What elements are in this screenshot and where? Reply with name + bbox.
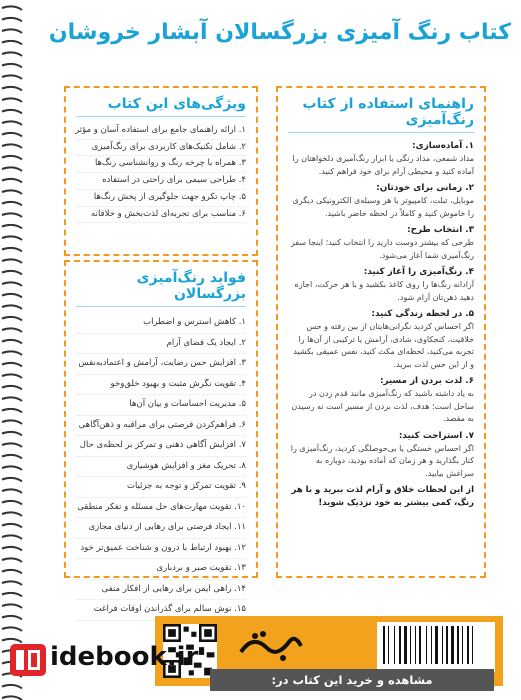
spiral-ring [2,6,22,10]
list-item: ۷. افزایش آگاهی ذهنی و تمرکز بر لحظه‌ی حال [76,436,246,457]
barcode-bar [426,626,427,664]
guide-closing-note: از این لحظات خلاق و آرام لذت ببرید و با هر رنگ، کمی بیشتر به خود نزدیک شوید! [291,485,474,508]
spiral-ring [2,133,22,137]
list-item: ۸. تحریک مغز و افزایش هوشیاری [76,457,246,478]
spiral-ring [2,374,22,378]
guide-section-title: ۵. در لحظه زندگی کنید: [371,309,474,319]
spiral-ring [2,225,22,229]
barcode-bar [472,626,473,664]
list-item: ۱۱. ایجاد فرصتی برای رهایی از دنیای مجازی [76,518,246,539]
list-item: ۹. تقویت تمرکز و توجه به جزئیات [76,477,246,498]
barcode-bar [404,626,407,664]
list-item: ۳. افزایش حس رضایت، آرامش و اعتماد‌به‌نفس [76,354,246,375]
spiral-ring [2,305,22,309]
publisher-logo-mark [233,624,307,666]
guide-section [288,374,474,426]
features-heading: ویژگی‌های این کتاب [76,96,246,117]
barcode-bar [431,626,432,664]
spiral-ring [2,29,22,33]
spiral-ring [2,351,22,355]
spiral-ring [2,558,22,562]
barcode-bar [435,626,438,664]
guide-section [288,265,474,304]
spiral-ring [2,409,22,413]
spiral-ring [2,271,22,275]
spiral-ring [2,98,22,102]
spiral-ring [2,41,22,45]
spiral-ring [2,179,22,183]
spiral-ring [2,18,22,22]
benefits-heading: فواید رنگ‌آمیزی بزرگسالان [76,270,246,307]
guide-section-text: طرحی که بیشتر دوست دارید را انتخاب کنید؛ اینجا سفر رنگ‌آمیزی شما آغاز می‌شود. [290,238,474,260]
spiral-ring [2,616,22,620]
list-item: ۶. مناسب برای تجربه‌ای لذت‌بخش و خلاقانه [76,207,246,224]
guide-section-title: ۲. زمانی برای خودتان: [376,183,474,193]
list-item: ۱. ارائه راهنمای جامع برای استفاده آسان و مؤثر [76,123,246,140]
barcode-bar [442,626,443,664]
features-box [64,86,258,256]
benefits-box [64,260,258,614]
list-item: ۱۵. نوش سالم برای گذراندن اوقات فراغت [76,600,246,621]
list-item: ۵. مدیریت احساسات و بیان آن‌ها [76,395,246,416]
spiral-ring [2,501,22,505]
guide-section-title: ۳. انتخاب طرح: [407,225,474,235]
spiral-binding [0,0,26,700]
spiral-ring [2,478,22,482]
spiral-ring [2,547,22,551]
spiral-ring [2,512,22,516]
barcode-bar [419,626,421,664]
barcode-bar [467,626,469,664]
barcode-bar [451,626,454,664]
spiral-ring [2,340,22,344]
spiral-ring [2,604,22,608]
watermark-banner: مشاهده و خرید این کتاب در: [210,669,494,691]
spiral-ring [2,75,22,79]
barcode-bar [462,626,463,664]
spiral-ring [2,144,22,148]
guide-section-text: اگر احساس خستگی یا بی‌حوصلگی کردید، رنگ‌آمیزی را کنار بگذارید و هر زمان که آماده بودید، دوباره به سراغش بیایید. [290,443,474,478]
guide-section-title: ۱. آماده‌سازی: [412,141,474,151]
spiral-ring [2,535,22,539]
barcode-bar [383,626,385,664]
spiral-ring [2,570,22,574]
guide-section [288,223,474,262]
list-item: ۱۴. راهی ایمن برای رهایی از افکار منفی [76,580,246,601]
spiral-ring [2,202,22,206]
guide-section-text: موبایل، تبلت، کامپیوتر یا هر وسیله‌ی الکترونیکی دیگری را خاموش کنید و کاملاً در لحظه حاضر باشید. [292,196,474,218]
barcode-bar [388,626,389,664]
spiral-ring [2,466,22,470]
guide-box [276,86,486,578]
list-item: ۴. تقویت نگرش مثبت و بهبود خلق‌وخو [76,375,246,396]
list-item: ۶. فراهم‌کردن فرصتی برای مراقبه و ذهن‌آگاهی [76,416,246,437]
list-item: ۲. شامل تکنیک‌های کاربردی برای رنگ‌آمیزی [76,140,246,157]
barcode-bar [446,626,448,664]
spiral-ring [2,294,22,298]
list-item: ۱۲. بهبود ارتباط با درون و شناخت عمیق‌تر خود [76,539,246,560]
guide-section-title: ۴. رنگ‌آمیزی را آغاز کنید: [363,267,474,277]
spiral-ring [2,282,22,286]
spiral-ring [2,455,22,459]
publisher-logo [233,624,307,666]
guide-heading: راهنمای استفاده از کتاب رنگ‌آمیزی [288,96,474,133]
spiral-ring [2,64,22,68]
spiral-ring [2,259,22,263]
list-item: ۲. ایجاد یک فضای آرام [76,334,246,355]
spiral-ring [2,328,22,332]
spiral-ring [2,110,22,114]
spiral-ring [2,52,22,56]
list-item: ۵. چاپ تکرو جهت جلوگیری از پخش رنگ‌ها [76,190,246,207]
guide-section [288,429,474,481]
idebook-site-text: idebook.ir [50,642,199,672]
spiral-ring [2,432,22,436]
spiral-ring [2,443,22,447]
guide-section [288,307,474,371]
guide-section-text: اگر احساس کردید نگرانی‌هایتان از بین رفته و حس خلاقیت، کنجکاوی، شادی، آرامش یا ترکیبی از آن‌ها را تجربه می‌کنید، لحظه‌ای مکث کنید، نفس عمیقی بکشید و از این حس لذت ببرید. [293,322,474,369]
spiral-ring [2,581,22,585]
benefits-list [76,313,246,621]
guide-section-title: ۷. استراحت کنید: [398,430,474,441]
spiral-ring [2,685,22,689]
guide-section-text: به یاد داشته باشید که رنگ‌آمیزی مانند قدم زدن در ساحل است؛ هدف، لذت بردن از مسیر است نه رسیدن به مقصد. [291,389,474,423]
list-item: ۴. طراحی سیمی برای راحتی در استفاده [76,173,246,190]
spiral-ring [2,420,22,424]
spiral-ring [2,87,22,91]
spiral-ring [2,696,22,700]
barcode-bar [410,626,411,664]
spiral-ring [2,248,22,252]
list-item: ۳. همراه با چرخه رنگ و روانشناسی رنگ‌ها [76,156,246,173]
list-item: ۱۳. تقویت صبر و بردباری [76,559,246,580]
spiral-ring [2,363,22,367]
guide-section-text: مداد شمعی، مداد رنگی یا ابزار رنگ‌آمیزی دلخواهتان را آماده کنید و محیطی آرام برای خود فراهم کنید. [292,154,474,176]
features-list [76,123,246,223]
spiral-ring [2,167,22,171]
spiral-ring [2,156,22,160]
barcode-bar [394,626,395,664]
guide-section [288,181,474,220]
spiral-ring [2,386,22,390]
spiral-ring [2,121,22,125]
spiral-ring [2,317,22,321]
barcode-bar [399,626,401,664]
spiral-ring [2,489,22,493]
spiral-ring [2,190,22,194]
barcode-icon [377,622,495,672]
barcode-bar [415,626,416,664]
spiral-ring [2,397,22,401]
guide-section-text: آزادانه رنگ‌ها را روی کاغذ بکشید و با هر حرکت، اجازه دهید ذهن‌تان آرام شود. [294,280,474,302]
spiral-ring [2,627,22,631]
spiral-ring [2,213,22,217]
list-item: ۱. کاهش استرس و اضطراب [76,313,246,334]
spiral-ring [2,593,22,597]
page-title: کتاب رنگ آمیزی بزرگسالان آبشار خروشان [48,20,511,45]
guide-section-title: ۶. لذت بردن از مسیر: [379,376,474,386]
barcode-bar [457,626,459,664]
list-item: ۱۰. تقویت مهارت‌های حل مسئله و تفکر منطقی [76,498,246,519]
guide-section [288,139,474,178]
spiral-ring [2,236,22,240]
spiral-ring [2,524,22,528]
